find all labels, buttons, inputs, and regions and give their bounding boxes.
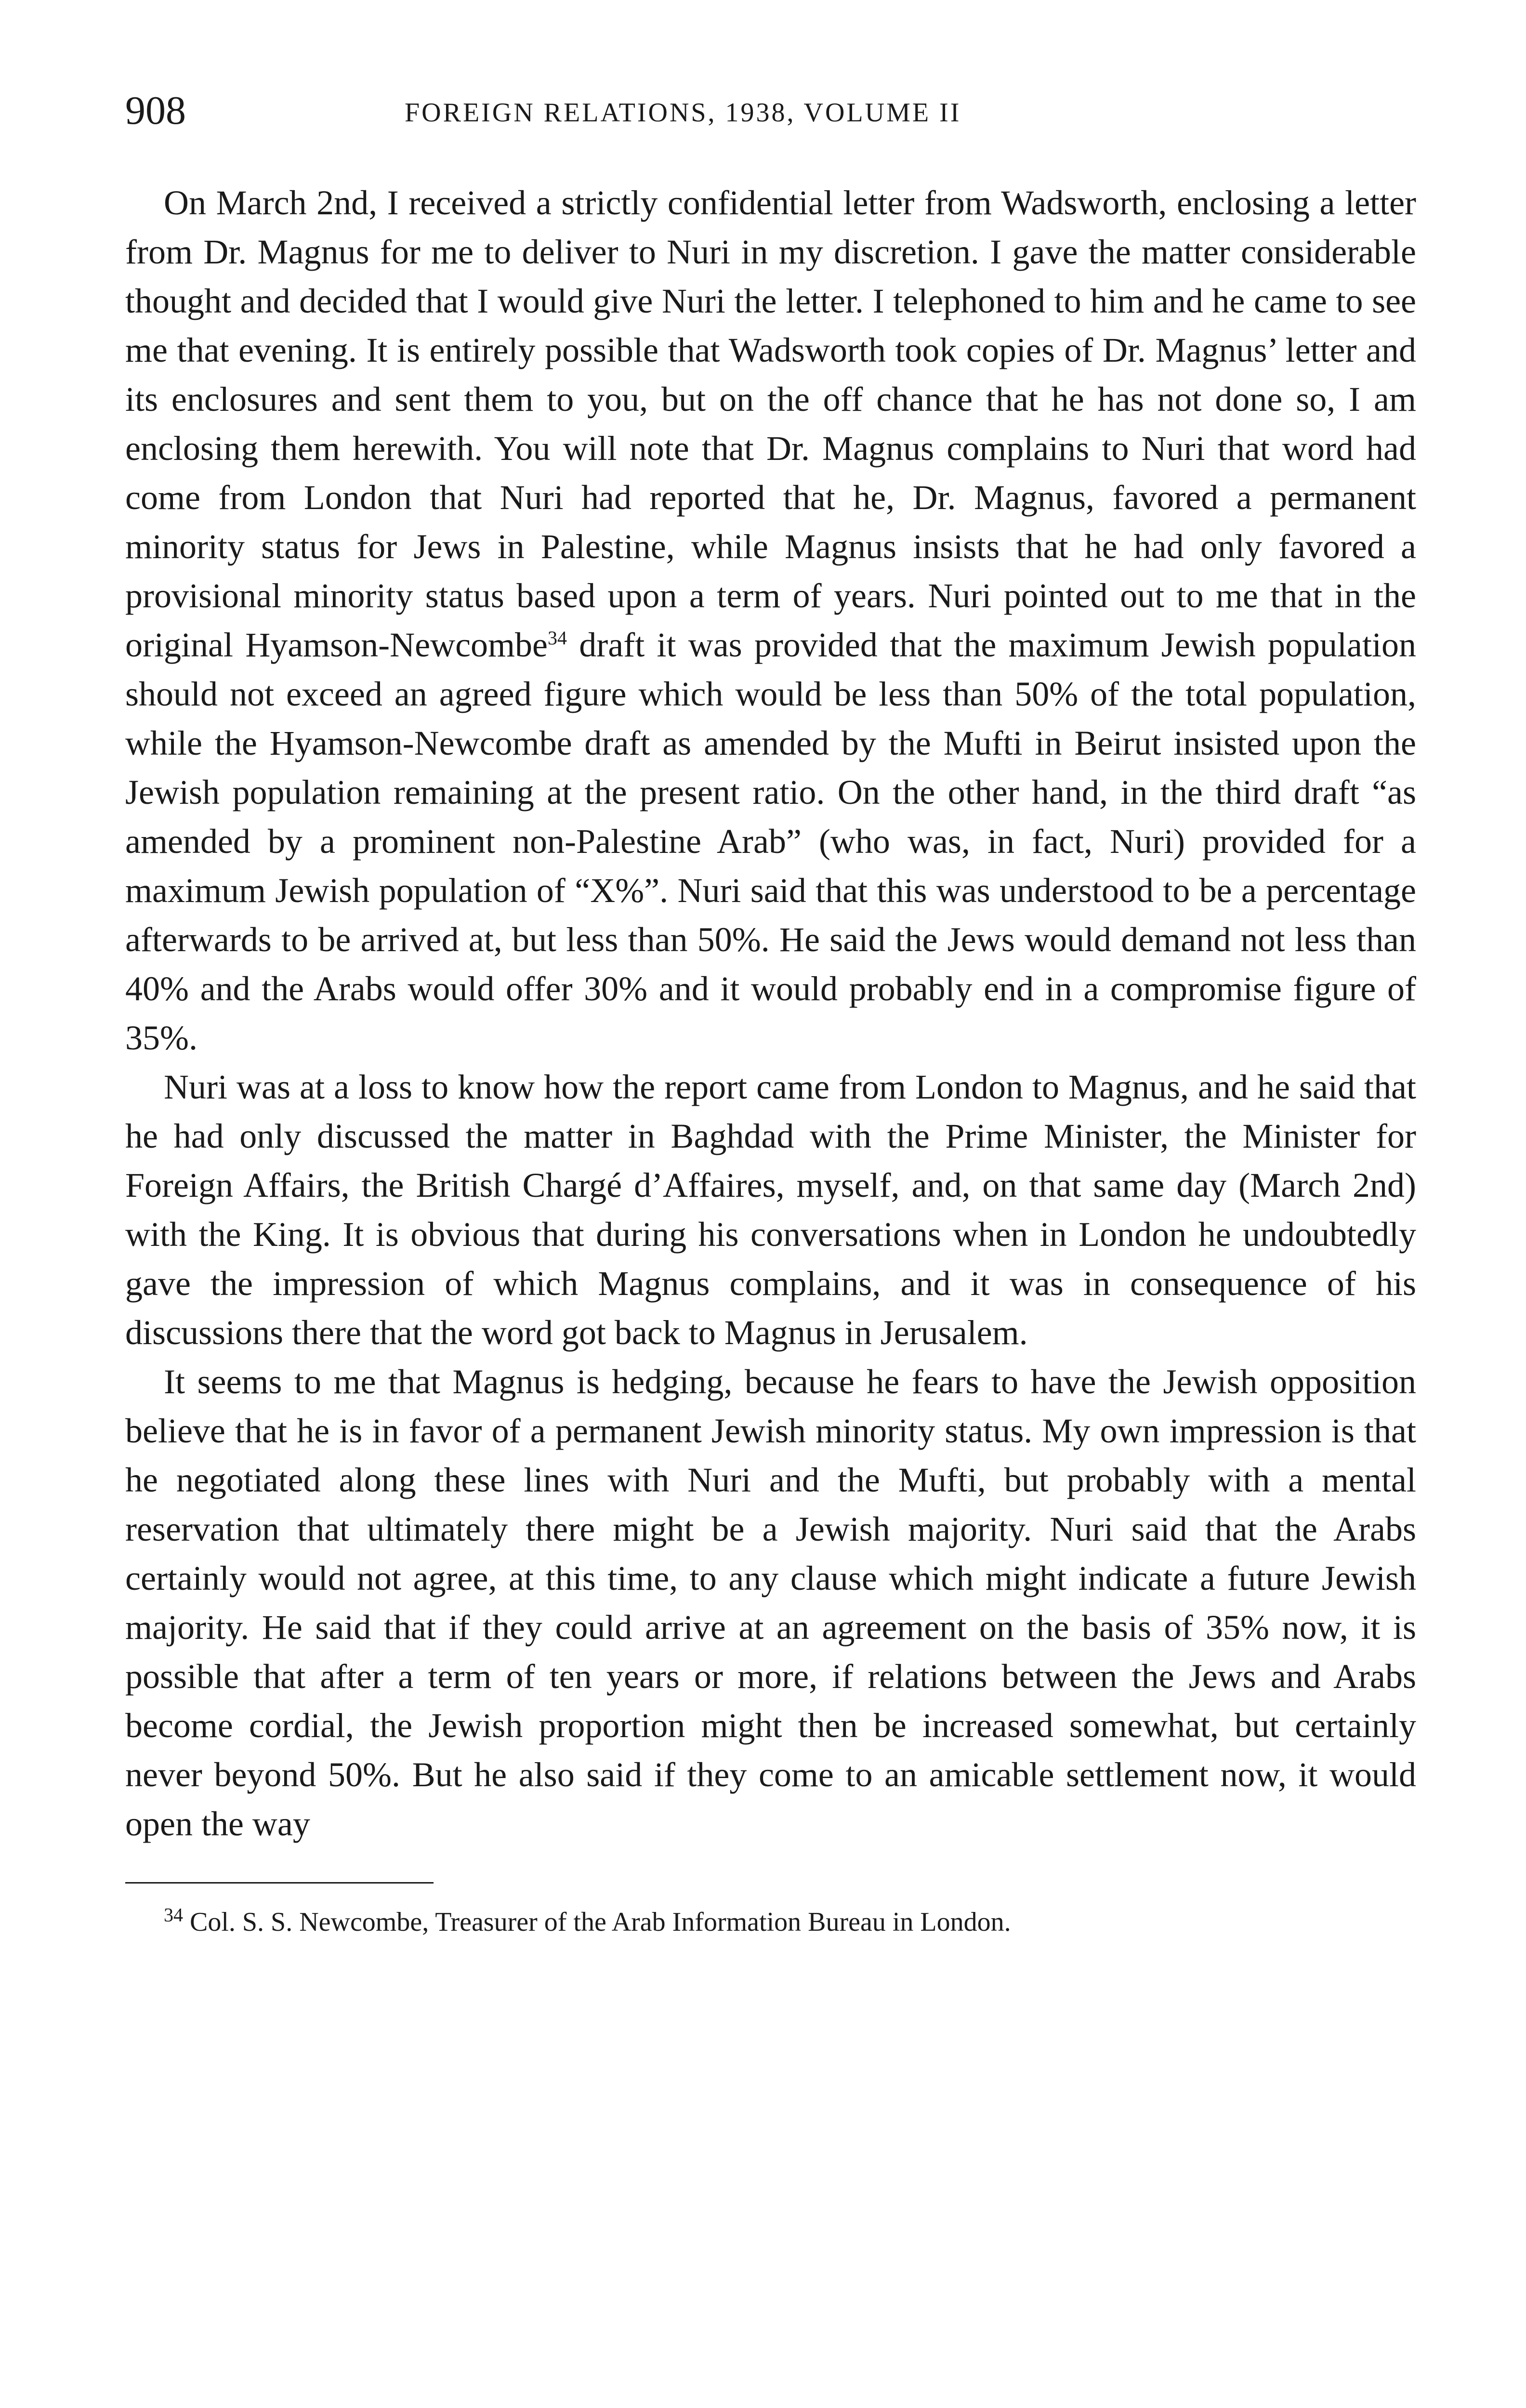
footnote-divider <box>125 1882 434 1884</box>
document-page <box>125 87 1416 2398</box>
footnote-text: Col. S. S. Newcombe, Treasurer of the Arab Information Bureau in London. <box>183 1907 1011 1937</box>
paragraph-1 <box>125 178 1416 1062</box>
footnote-reference: 34 <box>548 627 567 649</box>
footnote-mark: 34 <box>164 1904 183 1926</box>
paragraph-1-part-1: On March 2nd, I received a strictly confidential letter from Wadsworth, enclosing a letter from Dr. Magnus for me to deliver to Nuri in my discretion. I gave the matter considerable thought and decided that I would give Nuri the letter. I telephoned to him and he came to see me that evening. It is entirely possible that Wadsworth took copies of Dr. Magnus’ letter and its enclosures and sent them to you, but on the off chance that he has not done so, I am enclosing them herewith. You will note that Dr. Magnus complains to Nuri that word had come from London that Nuri had reported that he, Dr. Magnus, favored a permanent minority status for Jews in Palestine, while Magnus insists that he had only favored a provisional minority status based upon a term of years. Nuri pointed out to me that in the original Hyamson-Newcombe <box>125 183 1416 664</box>
paragraph-2: Nuri was at a loss to know how the report came from London to Magnus, and he said that he had only discussed the matter in Baghdad with the Prime Minister, the Minister for Foreign Affairs, the British Chargé d’Affaires, myself, and, on that same day (March 2nd) with the King. It is obvious that during his conversations when in London he undoubtedly gave the impression of which Magnus complains, and it was in consequence of his discussions there that the word got back to Magnus in Jerusalem. <box>125 1068 1416 1352</box>
paragraph-1-part-2: draft it was provided that the maximum Jewish population should not exceed an agreed figure which would be less than 50% of the total population, while the Hyamson-Newcombe draft as amended by the Mufti in Beirut insisted upon the Jewish population remaining at the present ratio. On the other hand, in the third draft “as amended by a prominent non-Palestine Arab” (who was, in fact, Nuri) provided for a maximum Jewish population of “X%”. Nuri said that this was understood to be a percentage afterwards to be arrived at, but less than 50%. He said the Jews would demand not less than 40% and the Arabs would offer 30% and it would probably end in a compromise figure of 35%. <box>125 626 1417 1057</box>
footnote <box>125 1903 1416 1941</box>
page-header <box>125 87 1416 144</box>
paragraph-3: It seems to me that Magnus is hedging, because he fears to have the Jewish opposition believe that he is in favor of a permanent Jewish minority status. My own impression is that he negotiated along these lines with Nuri and the Mufti, but probably with a mental reservation that ultimately there might be a Jewish majority. Nuri said that the Arabs certainly would not agree, at this time, to any clause which might indicate a future Jewish majority. He said that if they could arrive at an agreement on the basis of 35% now, it is possible that after a term of ten years or more, if relations between the Jews and Arabs become cordial, the Jewish proportion might then be increased somewhat, but certainly never beyond 50%. But he also said if they come to an amicable settlement now, it would open the way <box>125 1362 1416 1843</box>
page-number: 908 <box>125 88 186 133</box>
running-head: FOREIGN RELATIONS, 1938, VOLUME II <box>405 98 961 128</box>
body-text <box>125 178 1416 1848</box>
